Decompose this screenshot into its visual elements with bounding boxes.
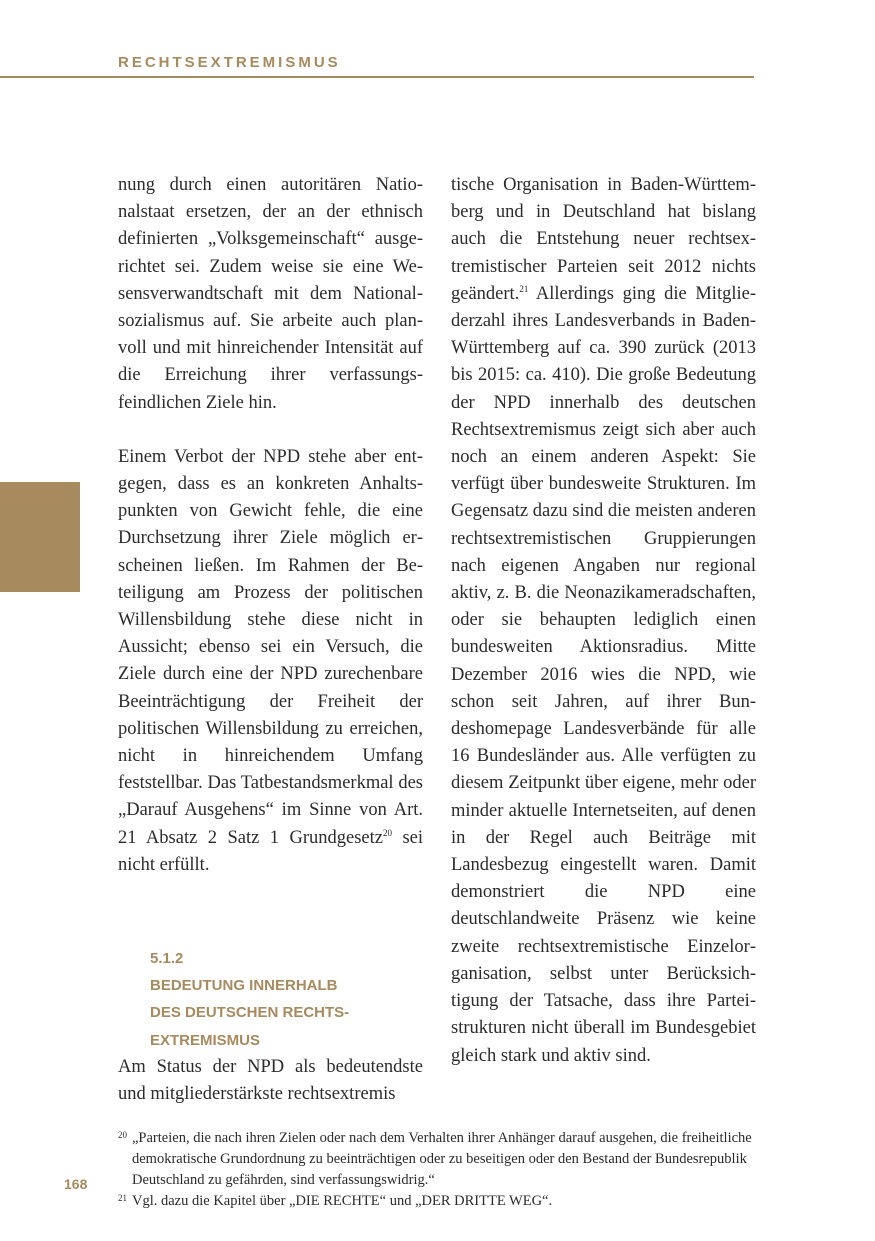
running-title: RECHTSEXTREMISMUS <box>118 54 341 71</box>
right-paragraph-1-end: Allerdings ging die Mitgliederzahl ihres Landesverbands in Baden-Württemberg auf ca. 390 zurück (2013 bis 2015: ca. 410). Die große Bedeutung der NPD innerhalb des deutschen Rechtsextremismus zeigt sich aber auch noch an einem anderen Aspekt: Sie verfügt über bundesweite Strukturen. Im Gegensatz dazu sind die meisten anderen rechtsextremistischen Gruppierungen nach eigenen Angaben nur regional aktiv, z. B. die Neonazikameradschaften, oder sie behaupten lediglich einen bundesweiten Aktionsradius. Mitte Dezember 2016 wies die NPD, wie schon seit Jahren, auf ihrer Bundeshomepage Landesverbände für alle 16 Bundesländer aus. Alle verfügten zu diesem Zeitpunkt über eigene, mehr oder minder aktuelle Internetseiten, auf denen in der Regel auch Beiträge mit Landesbezug eingestellt waren. Damit demonstriert die NPD eine deutschlandweite Präsenz wie keine zweite rechtsextremistische Einzelorganisation, selbst unter Berücksichtigung der Tatsache, dass ihre Parteistrukturen nicht überall im Bundesgebiet gleich stark und aktiv sind. <box>451 283 756 1066</box>
footnote-ref-20[interactable]: 20 <box>382 827 392 838</box>
left-paragraph-3: Am Status der NPD als bedeutendste und mitgliederstärkste rechtsextremis <box>118 1056 423 1105</box>
section-title-line-1: BEDEUTUNG INNERHALB <box>150 977 338 995</box>
left-paragraph-2-text: Einem Verbot der NPD stehe aber entgegen, dass es an konkreten Anhaltspunkten von Gewicht fehle, die eine Durchsetzung ihrer Ziele möglich erscheinen ließen. Im Rahmen der Beteiligung am Prozess der politischen Willensbildung stehe diese nicht in Aussicht; ebenso sei ein Versuch, die Ziele durch eine der NPD zurechenbare Beeinträchtigung der Freiheit der politischen Willensbildung zu erreichen, nicht in hinreichendem Umfang feststellbar. Das Tatbestandsmerkmal des „Darauf Ausgehens“ im Sinne von Art. 21 Absatz 2 Satz 1 Grundgesetz <box>118 446 423 848</box>
left-paragraph-1: nung durch einen autoritären Nationalstaat ersetzen, der an der ethnisch definierten „Volksgemeinschaft“ ausgerichtet sei. Zudem weise sie eine Wesensverwandtschaft mit dem Nationalsozialismus auf. Sie arbeite auch planvoll und mit hinreichender Intensität auf die Erreichung ihrer verfassungsfeindlichen Ziele hin. <box>118 175 423 413</box>
right-paragraph-1-start: tische Organisation in Baden-Württemberg und in Deutschland hat bislang auch die Entstehung neuer rechtsextremistischer Parteien seit 2012 nichts geändert. <box>451 175 756 304</box>
left-paragraph-2 <box>118 444 423 879</box>
footnote-mark: 20 <box>118 1130 127 1140</box>
footnote-text: „Parteien, die nach ihren Zielen oder nach dem Verhalten ihrer Anhänger darauf ausgehen, die freiheitliche demokratische Grundordnung zu beeinträchtigen oder zu beseitigen oder den Bestand der Bundesrepublik Deutschland zu gefährden, sind verfassungswidrig.“ <box>132 1130 752 1188</box>
right-paragraph-1 <box>451 172 756 1070</box>
footnote-mark: 21 <box>118 1193 127 1203</box>
section-number: 5.1.2 <box>150 950 184 968</box>
footnotes <box>118 1128 755 1212</box>
section-title-line-2: DES DEUTSCHEN RECHTS- <box>150 1004 350 1022</box>
chapter-tab-marker <box>0 482 80 592</box>
left-column <box>118 172 423 1108</box>
footnote-text: Vgl. dazu die Kapitel über „DIE RECHTE“ und „DER DRITTE WEG“. <box>132 1193 553 1209</box>
footnote-21 <box>118 1191 755 1212</box>
footnote-20 <box>118 1128 755 1191</box>
footnote-ref-21[interactable]: 21 <box>519 283 529 294</box>
page-number: 168 <box>64 1176 88 1192</box>
header-rule <box>0 76 754 78</box>
section-heading <box>150 945 423 1054</box>
left-paragraph-2-end: sei nicht erfüllt. <box>118 827 424 875</box>
right-column <box>451 172 756 1070</box>
section-title-line-3: EXTREMISMUS <box>150 1031 261 1049</box>
